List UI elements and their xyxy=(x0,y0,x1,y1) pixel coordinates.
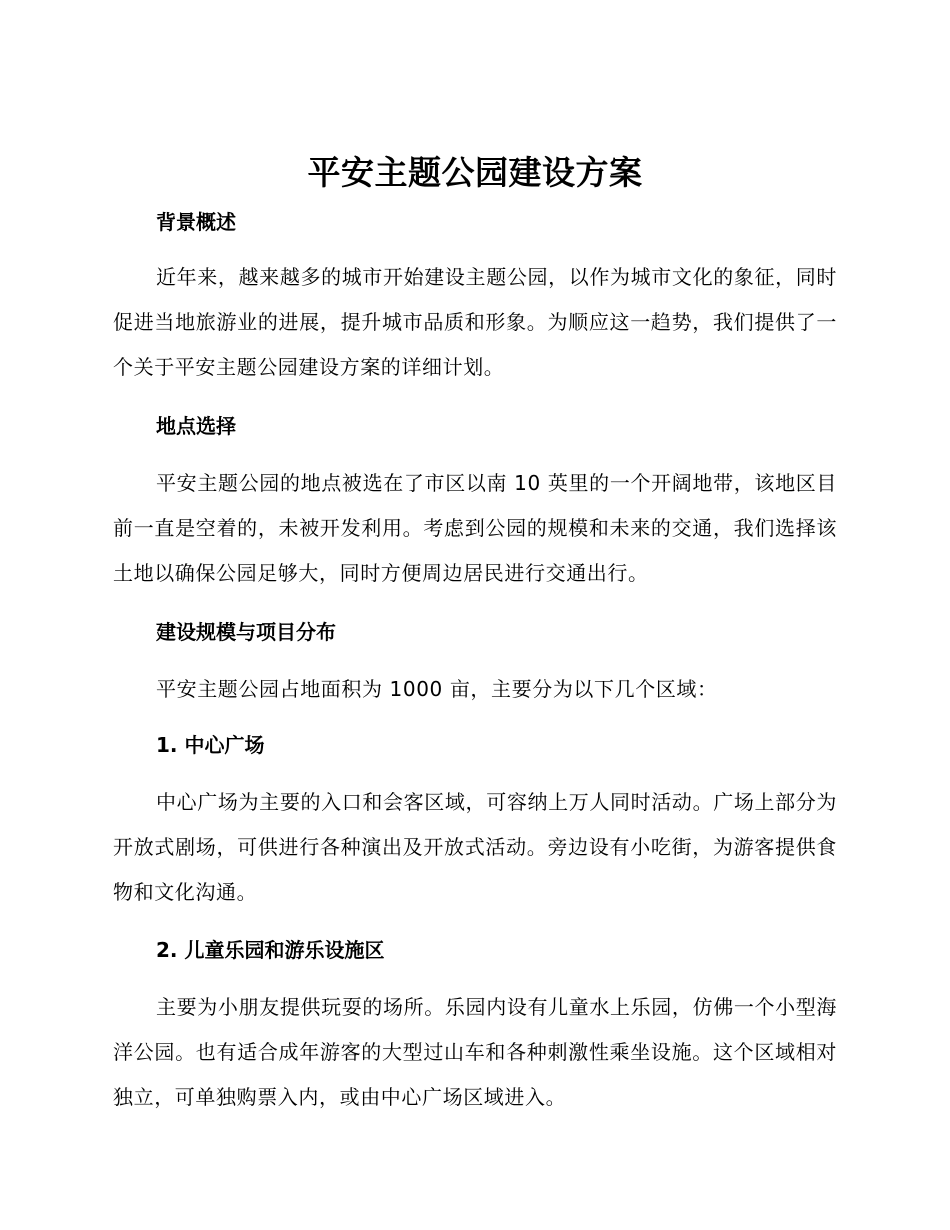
section-paragraph-background: 近年来，越来越多的城市开始建设主题公园，以作为城市文化的象征，同时促进当地旅游业的进展，提升城市品质和形象。为顺应这一趋势，我们提供了一个关于平安主题公园建设方案的详细计划。 xyxy=(113,265,837,379)
document-title: 平安主题公园建设方案 xyxy=(307,153,643,192)
section-paragraph-plaza: 中心广场为主要的入口和会客区域，可容纳上万人同时活动。广场上部分为开放式剧场，可供进行各种演出及开放式活动。旁边设有小吃街，为游客提供食物和文化沟通。 xyxy=(113,790,837,904)
section-heading-plaza: 1. 中心广场 xyxy=(156,733,265,757)
section-paragraph-location: 平安主题公园的地点被选在了市区以南 10 英里的一个开阔地带，该地区目前一直是空着的，未被开发利用。考虑到公园的规模和未来的交通，我们选择该土地以确保公园足够大，同时方便周边居民进行交通出行。 xyxy=(113,471,837,585)
section-heading-background: 背景概述 xyxy=(156,210,236,234)
section-heading-kids: 2. 儿童乐园和游乐设施区 xyxy=(156,938,385,962)
section-paragraph-scale: 平安主题公园占地面积为 1000 亩，主要分为以下几个区域： xyxy=(156,677,718,701)
section-heading-scale: 建设规模与项目分布 xyxy=(156,620,336,644)
section-heading-location: 地点选择 xyxy=(156,414,236,438)
section-paragraph-kids: 主要为小朋友提供玩耍的场所。乐园内设有儿童水上乐园，仿佛一个小型海洋公园。也有适合成年游客的大型过山车和各种刺激性乘坐设施。这个区域相对独立，可单独购票入内，或由中心广场区域进入。 xyxy=(113,995,837,1109)
